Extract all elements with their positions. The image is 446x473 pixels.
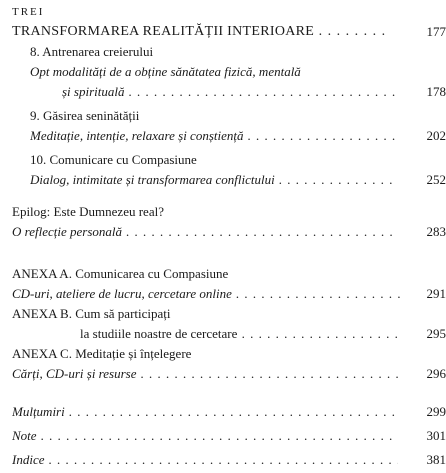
page-number: 283: [0, 222, 446, 242]
page-number: 202: [0, 126, 446, 146]
page-number: 178: [0, 82, 446, 102]
page-number: 252: [0, 170, 446, 190]
annex-b-title-cont: 295 la studiile noastre de cercetare . . .: [0, 324, 446, 344]
part-title-row: [0, 22, 446, 42]
page-number: 301: [0, 426, 446, 446]
part-title: TRANSFORMAREA REALITĂȚII INTERIOARE . . .: [12, 22, 390, 42]
chapter-8-subtitle-cont: 178 și spirituală . . .: [0, 82, 446, 102]
chapter-8-subtitle: Opt modalități de a obține sănătatea fizică, mentală: [30, 64, 301, 79]
annex-a-title: ANEXA A. Comunicarea cu Compasiune: [12, 266, 229, 281]
page-number: 295: [0, 324, 446, 344]
epilog-subtitle: 283 O reflecție personală . . .: [0, 222, 446, 242]
epilog-title: Epilog: Este Dumnezeu real?: [12, 204, 164, 219]
chapter-9-subtitle: 202 Meditație, intenție, relaxare și conștiență . . .: [0, 126, 446, 146]
page-number: 299: [0, 402, 446, 422]
back-matter-index: 381 Indice . . .: [0, 450, 446, 470]
chapter-10-subtitle: 252 Dialog, intimitate și transformarea conflictului . . .: [0, 170, 446, 190]
page-number: 177: [0, 22, 446, 42]
annex-c-title: ANEXA C. Meditație și înțelegere: [12, 346, 192, 361]
back-matter-notes: 301 Note . . .: [0, 426, 446, 446]
annex-c-subtitle: 296 Cărți, CD-uri și resurse . . .: [0, 364, 446, 384]
page-number: 291: [0, 284, 446, 304]
annex-a-subtitle: 291 CD-uri, ateliere de lucru, cercetare online . . .: [0, 284, 446, 304]
chapter-10-title: 10. Comunicare cu Compasiune: [30, 152, 197, 167]
section-label: TREI: [12, 6, 45, 18]
page-number: 296: [0, 364, 446, 384]
annex-b-title: ANEXA B. Cum să participați: [12, 306, 171, 321]
chapter-8-title: 8. Antrenarea creierului: [30, 44, 154, 59]
page-number: 381: [0, 450, 446, 470]
back-matter-acknowledgements: 299 Mulțumiri . . .: [0, 402, 446, 422]
chapter-9-title: 9. Găsirea seninătății: [30, 108, 140, 123]
